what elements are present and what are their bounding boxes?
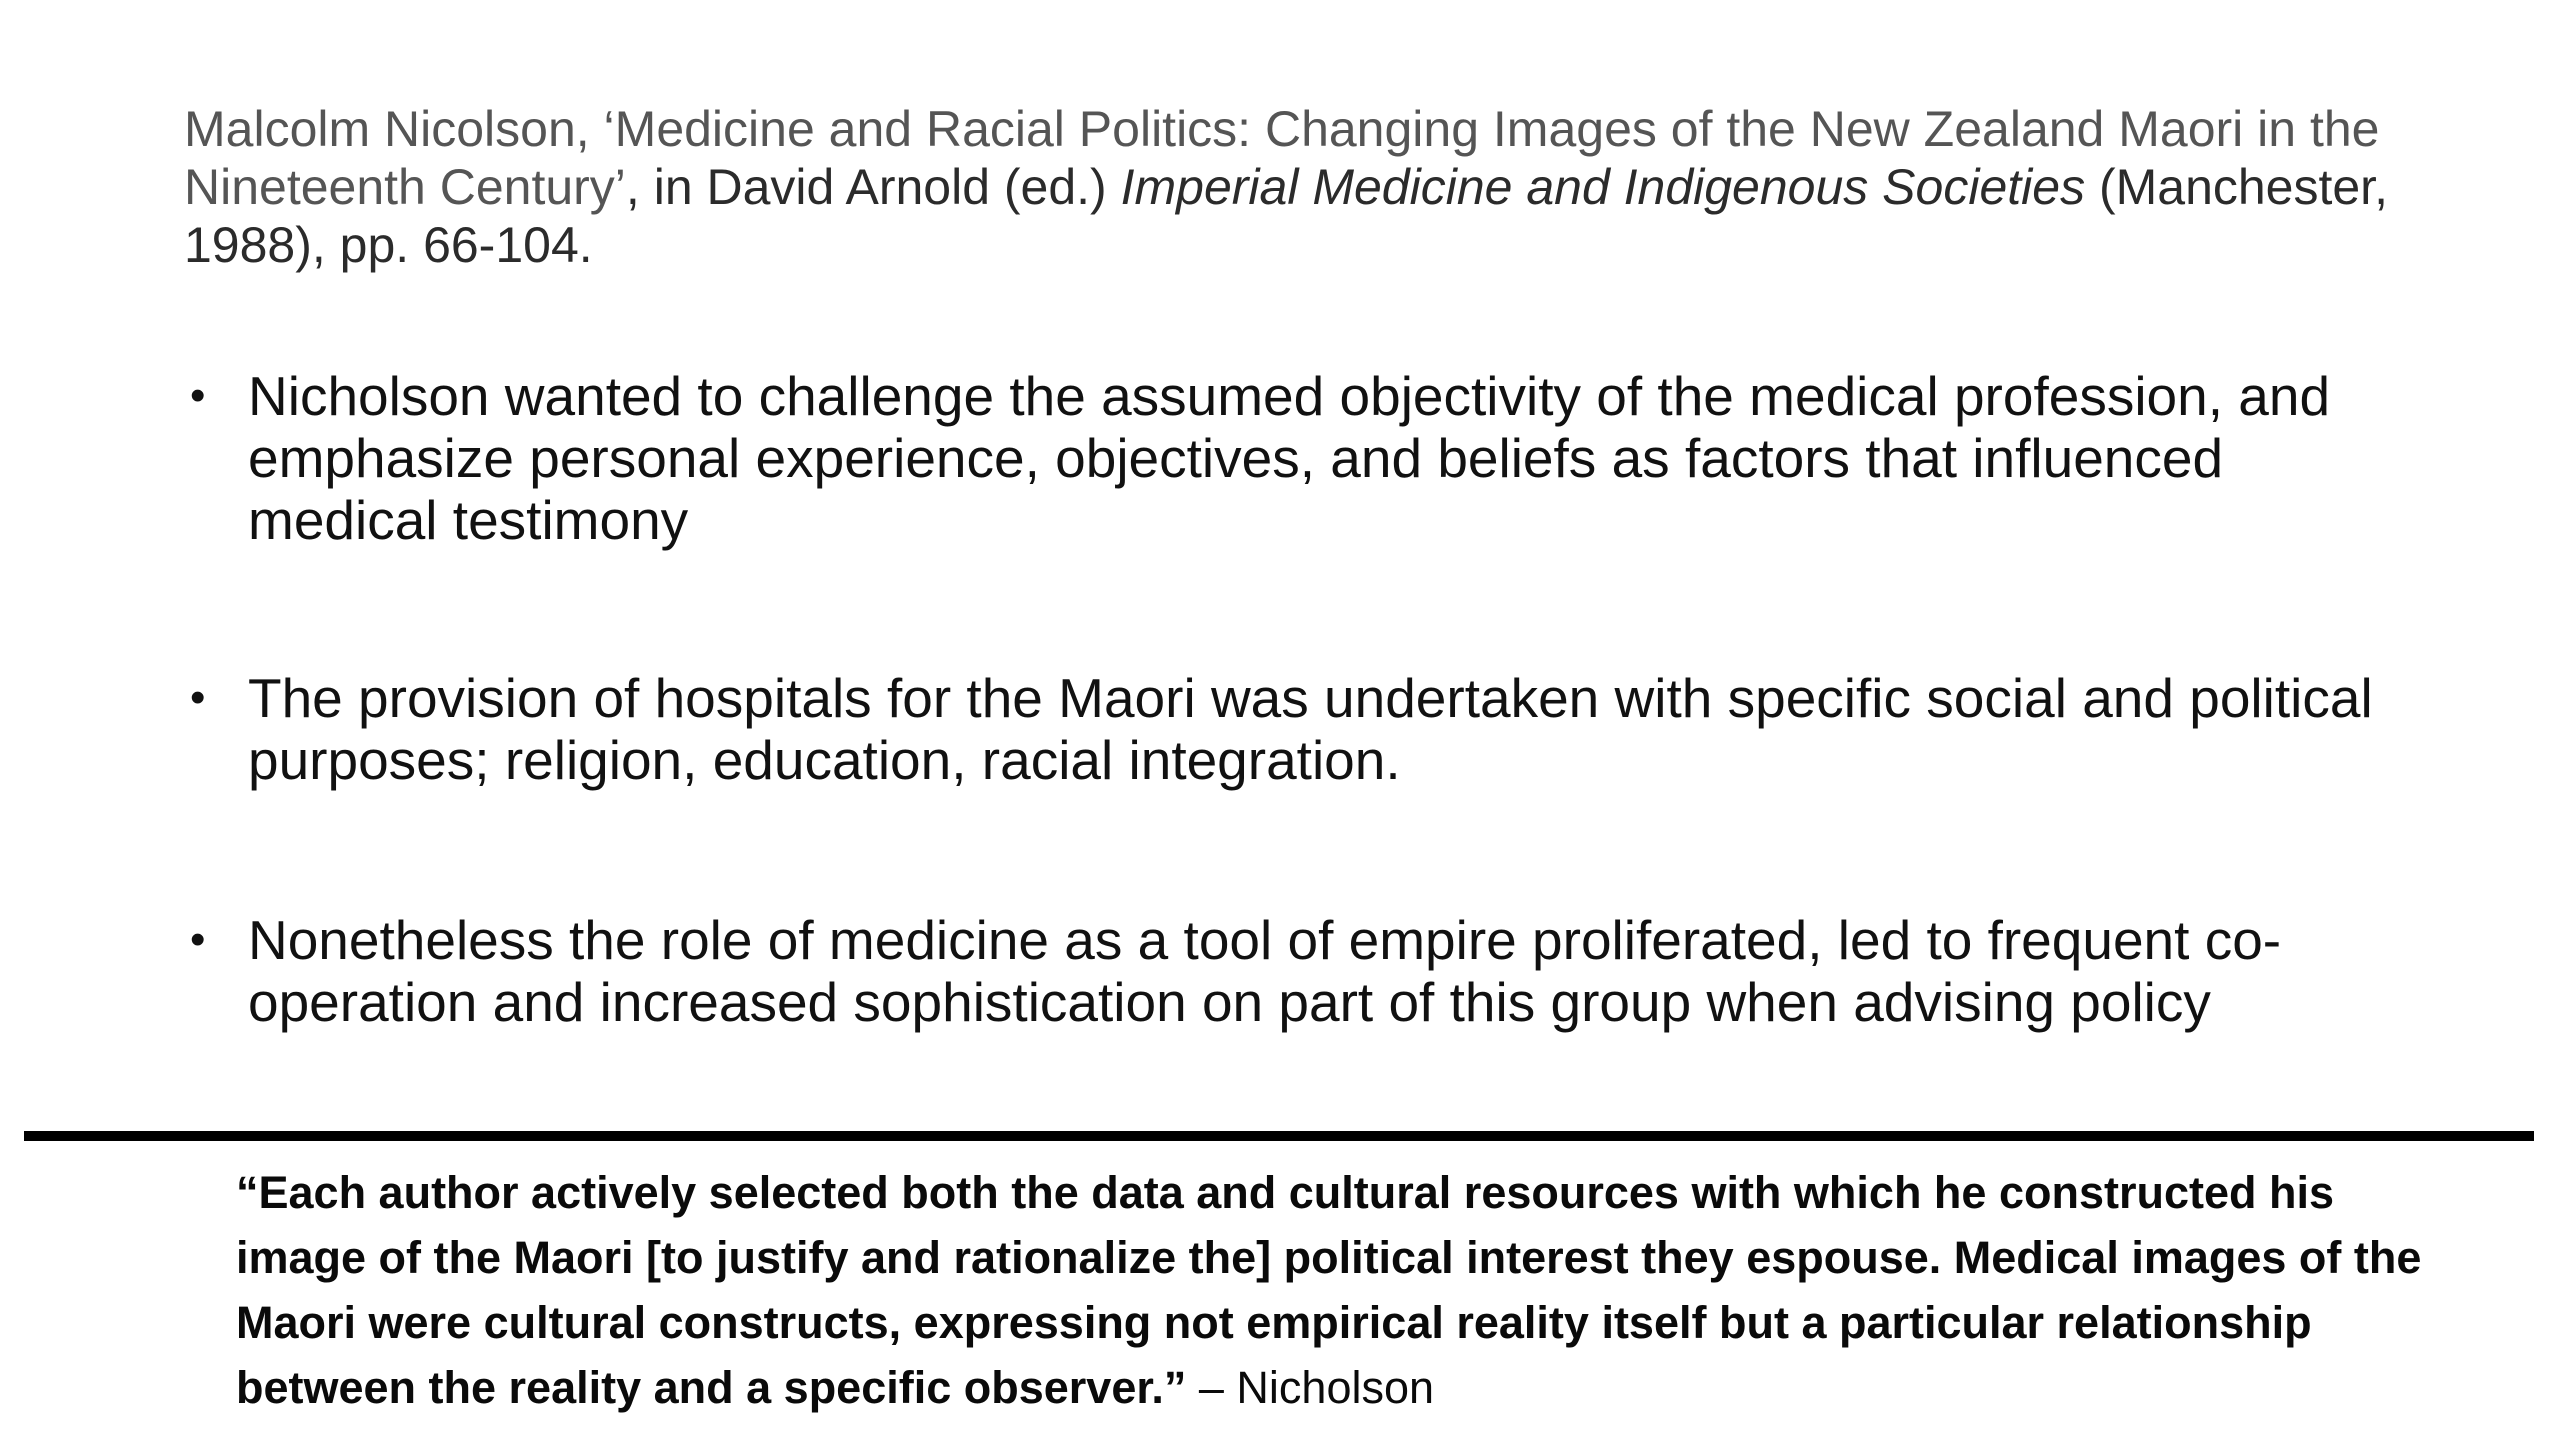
bullet-marker: • (190, 673, 206, 722)
bullet-item (190, 667, 2390, 791)
quote-text: “Each author actively selected both the data and cultural resources with which he constructed his image of the Maori [to justify and rationalize the] political interest they espouse. Medical images of the Maori were cultural constructs, expressing not empirical reality itself but a particular relationship between the reality and a specific observer.” (236, 1167, 2422, 1413)
citation-publication: (Manchester, 1988), pp. 66-104. (184, 159, 2388, 273)
citation (184, 100, 2424, 274)
quote-block (236, 1160, 2466, 1420)
bullet-marker: • (190, 371, 206, 420)
bullet-text: Nicholson wanted to challenge the assumed objectivity of the medical profession, and emphasize personal experience, objectives, and beliefs as factors that influenced medical testimony (248, 365, 2331, 551)
bullet-list (190, 365, 2390, 1033)
horizontal-divider (24, 1131, 2534, 1141)
bullet-text: Nonetheless the role of medicine as a tool of empire proliferated, led to frequent co-operation and increased sophistication on part of this group when advising policy (248, 909, 2282, 1033)
citation-book-title: Imperial Medicine and Indigenous Societies (1120, 159, 2086, 215)
citation-in-text: , in David Arnold (ed.) (625, 159, 1121, 215)
bullet-item (190, 909, 2390, 1033)
bullet-item (190, 365, 2390, 551)
citation-author-title: Malcolm Nicolson, ‘Medicine and Racial Politics: Changing Images of the New Zealand Maori in the Nineteenth Century’ (184, 101, 2380, 215)
bullet-text: The provision of hospitals for the Maori was undertaken with specific social and political purposes; religion, education, racial integration. (248, 667, 2373, 791)
bullet-marker: • (190, 915, 206, 964)
quote-attribution: – Nicholson (1186, 1362, 1435, 1413)
